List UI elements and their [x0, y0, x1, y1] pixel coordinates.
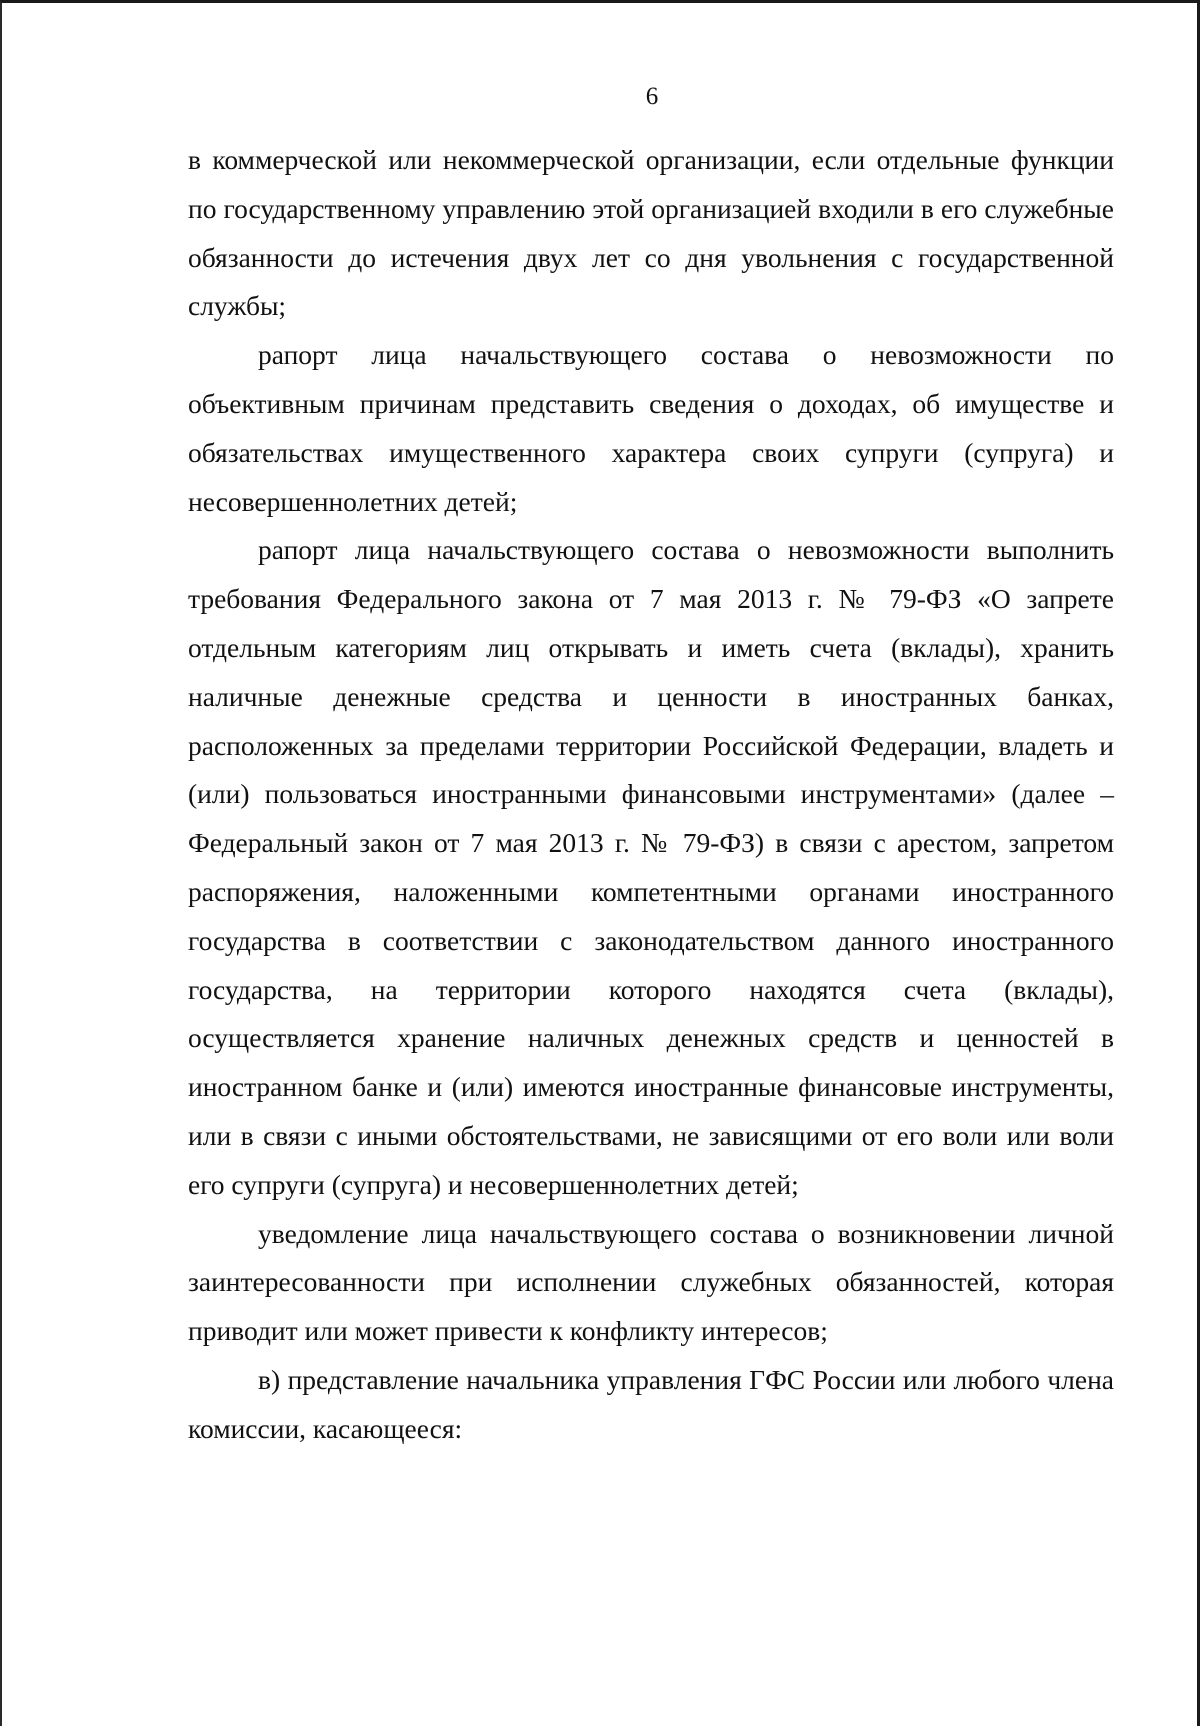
- paragraph-notice-conflict-of-interest: уведомление лица начальствующего состава о возникновении личной заинтересованности при исполнении служебных обязанностей, которая приводит или может привести к конфликту интересов;: [188, 1217, 1114, 1347]
- paragraph-submission-item-v: в) представление начальника управления ГФС России или любого члена комиссии, касающееся:: [188, 1363, 1114, 1444]
- paragraph-report-spouse-income: рапорт лица начальствующего состава о невозможности по объективным причинам представить сведения о доходах, об имуществе и обязательствах имущественного характера своих супруги (супруга) и несовершеннолетних детей;: [188, 339, 1114, 517]
- paragraph-continuation: в коммерческой или некоммерческой организации, если отдельные функции по государственному управлению этой организацией входили в его служебные обязанности до истечения двух лет со дня увольнения с государственной службы;: [188, 144, 1114, 322]
- document-body: [188, 136, 1114, 1454]
- paragraph-report-foreign-accounts: рапорт лица начальствующего состава о невозможности выполнить требования Федерального закона от 7 мая 2013 г. № 79-ФЗ «О запрете отдельным категориям лиц открывать и иметь счета (вклады), хранить наличные денежные средства и ценности в иностранных банках, расположенных за пределами территории Российской Федерации, владеть и (или) пользоваться иностранными финансовыми инструментами» (далее – Федеральный закон от 7 мая 2013 г. № 79-ФЗ) в связи с арестом, запретом распоряжения, наложенными компетентными органами иностранного государства в соответствии с законодательством данного иностранного государства, на территории которого находятся счета (вклады), осуществляется хранение наличных денежных средств и ценностей в иностранном банке и (или) имеются иностранные финансовые инструменты, или в связи с иными обстоятельствами, не зависящими от его воли или воли его супруги (супруга) и несовершеннолетних детей;: [188, 534, 1114, 1200]
- page-number: 6: [645, 83, 659, 110]
